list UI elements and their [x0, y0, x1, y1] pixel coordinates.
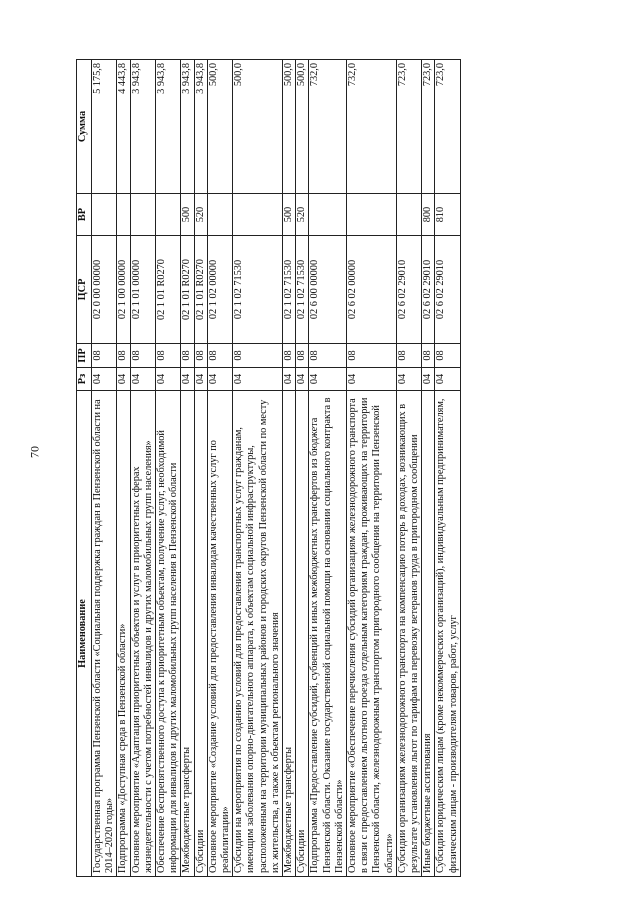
cell-csr: 02 1 01 R0270 — [194, 236, 207, 344]
cell-vr: 800 — [422, 194, 435, 236]
table-row — [233, 60, 283, 877]
cell-name: Основное мероприятие «Обеспечение перечисления субсидий организациям железнодорожного транспорта в связи с предоставлением льготного проезда отдельным категориям граждан, проживающих на территории Пензенской области, железнодорожным транспортом пригородного сообщения на территории Пензенской области» — [347, 391, 397, 877]
cell-vr — [156, 194, 181, 236]
cell-pr: 08 — [396, 344, 421, 368]
cell-csr: 02 1 00 00000 — [117, 236, 130, 344]
cell-name: Иные бюджетные ассигнования — [422, 391, 435, 877]
cell-sum: 723,0 — [422, 60, 435, 194]
cell-pr: 08 — [207, 344, 232, 368]
cell-pr: 08 — [309, 344, 347, 368]
cell-vr — [396, 194, 421, 236]
cell-name: Обеспечение беспрепятственного доступа к приоритетным объектам, получение услуг, необходимой информации для инвалидов и других маломобильных групп населения в Пензенской области — [156, 391, 181, 877]
budget-table — [76, 59, 461, 877]
table-row — [435, 60, 460, 877]
cell-rz: 04 — [396, 368, 421, 391]
cell-vr — [309, 194, 347, 236]
cell-name: Субсидии на мероприятия по созданию условий для предоставления транспортных услуг гражданам, имеющим заболевания опорно-двигательного аппарата, к объектам социальной инфраструктуры, расположенным на территории муниципальных районов и городских округов Пензенской области по месту их жительства, а также к объектам регионального значения — [233, 391, 283, 877]
cell-pr: 08 — [130, 344, 155, 368]
cell-vr: 520 — [194, 194, 207, 236]
cell-vr — [117, 194, 130, 236]
cell-vr — [92, 194, 117, 236]
cell-sum: 500,0 — [296, 60, 309, 194]
cell-csr: 02 1 01 R0270 — [156, 236, 181, 344]
cell-csr: 02 6 02 29010 — [435, 236, 460, 344]
cell-vr: 500 — [283, 194, 296, 236]
cell-rz: 04 — [92, 368, 117, 391]
cell-name: Подпрограмма «Предоставление субсидий, субвенций и иных межбюджетных трансфертов из бюджета Пензенской области. Оказание государственной социальной помощи на основании социального контракта в Пензенской области» — [309, 391, 347, 877]
cell-sum: 5 175,8 — [92, 60, 117, 194]
cell-vr: 810 — [435, 194, 460, 236]
cell-rz: 04 — [435, 368, 460, 391]
header-rz: Рз — [77, 368, 92, 391]
cell-sum: 723,0 — [435, 60, 460, 194]
cell-csr: 02 1 02 71530 — [233, 236, 283, 344]
cell-csr: 02 6 02 29010 — [396, 236, 421, 344]
cell-name: Межбюджетные трансферты — [283, 391, 296, 877]
cell-pr: 08 — [156, 344, 181, 368]
cell-rz: 04 — [130, 368, 155, 391]
header-sum: Сумма — [77, 60, 92, 194]
cell-rz: 04 — [347, 368, 397, 391]
cell-name: Субсидии — [296, 391, 309, 877]
cell-rz: 04 — [233, 368, 283, 391]
table-row — [156, 60, 181, 877]
cell-pr: 08 — [422, 344, 435, 368]
cell-vr: 520 — [296, 194, 309, 236]
cell-vr: 500 — [181, 194, 194, 236]
cell-pr: 08 — [296, 344, 309, 368]
cell-rz: 04 — [181, 368, 194, 391]
cell-pr: 08 — [347, 344, 397, 368]
cell-name: Государственная программа Пензенской области «Социальная поддержка граждан в Пензенской области на 2014–2020 годы» — [92, 391, 117, 877]
cell-csr: 02 1 01 R0270 — [181, 236, 194, 344]
cell-rz: 04 — [296, 368, 309, 391]
cell-sum: 3 943,8 — [181, 60, 194, 194]
cell-csr: 02 1 02 71530 — [283, 236, 296, 344]
cell-csr: 02 1 02 00000 — [207, 236, 232, 344]
cell-pr: 08 — [194, 344, 207, 368]
cell-sum: 3 943,8 — [156, 60, 181, 194]
cell-sum: 500,0 — [207, 60, 232, 194]
cell-vr — [207, 194, 232, 236]
table-row — [194, 60, 207, 877]
cell-csr: 02 1 01 00000 — [130, 236, 155, 344]
cell-sum: 500,0 — [233, 60, 283, 194]
table-row — [347, 60, 397, 877]
cell-rz: 04 — [422, 368, 435, 391]
cell-pr: 08 — [233, 344, 283, 368]
table-body — [92, 60, 461, 877]
cell-vr — [233, 194, 283, 236]
cell-name: Подпрограмма «Доступная среда в Пензенской области» — [117, 391, 130, 877]
cell-sum: 500,0 — [283, 60, 296, 194]
cell-rz: 04 — [117, 368, 130, 391]
budget-table-container — [76, 60, 578, 877]
cell-rz: 04 — [309, 368, 347, 391]
header-vr: ВР — [77, 194, 92, 236]
cell-vr — [130, 194, 155, 236]
header-name: Наименование — [77, 391, 92, 877]
table-row — [207, 60, 232, 877]
cell-sum: 732,0 — [309, 60, 347, 194]
table-row — [396, 60, 421, 877]
cell-vr — [347, 194, 397, 236]
cell-csr: 02 0 00 00000 — [92, 236, 117, 344]
cell-name: Межбюджетные трансферты — [181, 391, 194, 877]
table-row — [422, 60, 435, 877]
page-number: 70 — [27, 446, 42, 458]
header-csr: ЦСР — [77, 236, 92, 344]
table-row — [283, 60, 296, 877]
cell-pr: 08 — [92, 344, 117, 368]
cell-csr: 02 1 02 71530 — [296, 236, 309, 344]
table-row — [130, 60, 155, 877]
table-row — [117, 60, 130, 877]
cell-sum: 723,0 — [396, 60, 421, 194]
cell-name: Субсидии — [194, 391, 207, 877]
cell-name: Субсидии юридическим лицам (кроме некоммерческих организаций), индивидуальным предпринимателям, физическим лицам - производителям товаров, работ, услуг — [435, 391, 460, 877]
cell-rz: 04 — [156, 368, 181, 391]
cell-pr: 08 — [181, 344, 194, 368]
cell-rz: 04 — [283, 368, 296, 391]
cell-pr: 08 — [283, 344, 296, 368]
table-row — [92, 60, 117, 877]
cell-name: Субсидии организациям железнодорожного транспорта на компенсацию потерь в доходах, возникающих в результате установления льгот по тарифам на перевозку ветеранов труда в пригородном сообщении — [396, 391, 421, 877]
table-row — [309, 60, 347, 877]
cell-csr: 02 6 00 00000 — [309, 236, 347, 344]
cell-pr: 08 — [117, 344, 130, 368]
cell-sum: 4 443,8 — [117, 60, 130, 194]
cell-sum: 3 943,8 — [130, 60, 155, 194]
cell-rz: 04 — [194, 368, 207, 391]
table-row — [181, 60, 194, 877]
cell-pr: 08 — [435, 344, 460, 368]
cell-name: Основное мероприятие «Создание условий для предоставления инвалидам качественных услуг по реабилитации» — [207, 391, 232, 877]
cell-name: Основное мероприятие «Адаптация приоритетных объектов и услуг в приоритетных сферах жизнедеятельности с учетом потребностей инвалидов и других маломобильных групп населения» — [130, 391, 155, 877]
cell-csr: 02 6 02 29010 — [422, 236, 435, 344]
cell-csr: 02 6 02 00000 — [347, 236, 397, 344]
table-header-row — [77, 60, 92, 877]
cell-sum: 3 943,8 — [194, 60, 207, 194]
table-row — [296, 60, 309, 877]
cell-rz: 04 — [207, 368, 232, 391]
header-pr: ПР — [77, 344, 92, 368]
cell-sum: 732,0 — [347, 60, 397, 194]
